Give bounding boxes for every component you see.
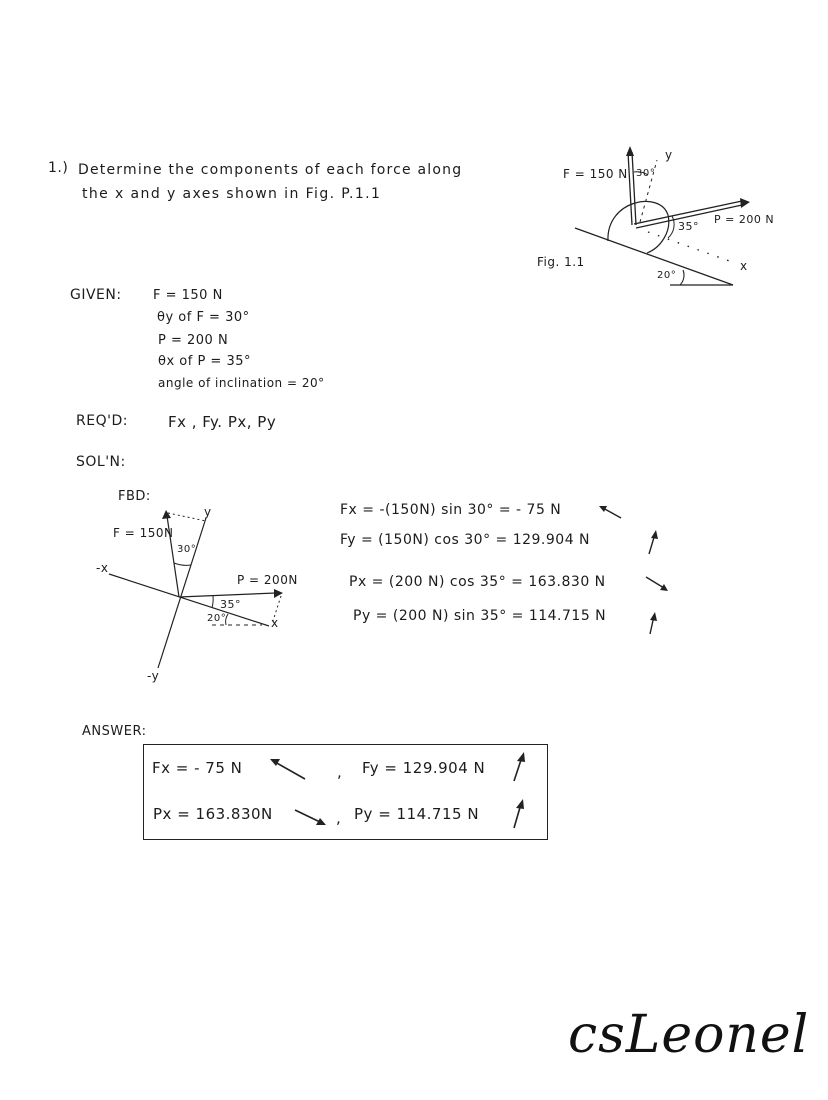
equation-px: Px = (200 N) cos 35° = 163.830 N — [349, 574, 606, 590]
equation-fy: Fy = (150N) cos 30° = 129.904 N — [340, 532, 591, 548]
given-item: F = 150 N — [153, 288, 223, 303]
problem-text-line-2: the x and y axes shown in Fig. P.1.1 — [82, 186, 382, 202]
given-item: θy of F = 30° — [157, 310, 250, 325]
given-item: θx of P = 35° — [158, 354, 251, 369]
problem-number: 1.) — [48, 160, 69, 176]
figure-axis-y: y — [665, 148, 673, 162]
given-item: angle of inclination = 20° — [158, 376, 325, 390]
answer-py: Py = 114.715 N — [354, 805, 480, 823]
fbd-axis-x: x — [271, 616, 279, 630]
answer-heading: ANSWER: — [82, 724, 147, 739]
answer-separator: , — [337, 763, 343, 781]
figure-p-label: P = 200 N — [714, 213, 775, 226]
figure-caption: Fig. 1.1 — [537, 255, 585, 269]
signature: csLeonel — [568, 1005, 810, 1065]
equation-py: Py = (200 N) sin 35° = 114.715 N — [353, 608, 607, 624]
fbd-f-label: F = 150N — [113, 526, 174, 540]
arrow-down-right-icon — [295, 810, 320, 822]
arrow-up-left-icon — [275, 762, 305, 779]
fbd-axis-y: y — [204, 505, 212, 519]
equation-fx: Fx = -(150N) sin 30° = - 75 N — [340, 502, 562, 518]
answer-fy: Fy = 129.904 N — [362, 759, 486, 777]
solution-heading: SOL'N: — [76, 454, 126, 470]
figure-angle-f: 30° — [636, 168, 656, 179]
fbd-angle-p: 35° — [220, 598, 241, 611]
given-item: P = 200 N — [158, 333, 229, 348]
required-heading: REQ'D: — [76, 413, 128, 429]
fbd-axis-neg-x: -x — [96, 561, 109, 575]
fbd-angle-f: 30° — [177, 544, 197, 555]
figure-angle-p: 35° — [678, 220, 699, 233]
required-value: Fx , Fy. Px, Py — [168, 413, 277, 431]
fbd-axis-neg-y: -y — [147, 669, 160, 683]
answer-separator: , — [336, 809, 342, 827]
fbd-angle-incline: 20° — [207, 613, 227, 624]
given-heading: GIVEN: — [70, 287, 122, 303]
figure-angle-incline: 20° — [657, 270, 677, 281]
fbd-heading: FBD: — [118, 489, 151, 504]
fbd-p-label: P = 200N — [237, 573, 298, 587]
answer-fx: Fx = - 75 N — [152, 759, 243, 777]
figure-f-label: F = 150 N — [563, 167, 628, 181]
problem-text-line-1: Determine the components of each force along — [78, 162, 463, 178]
figure-axis-x: x — [740, 259, 748, 273]
answer-px: Px = 163.830N — [153, 805, 273, 823]
